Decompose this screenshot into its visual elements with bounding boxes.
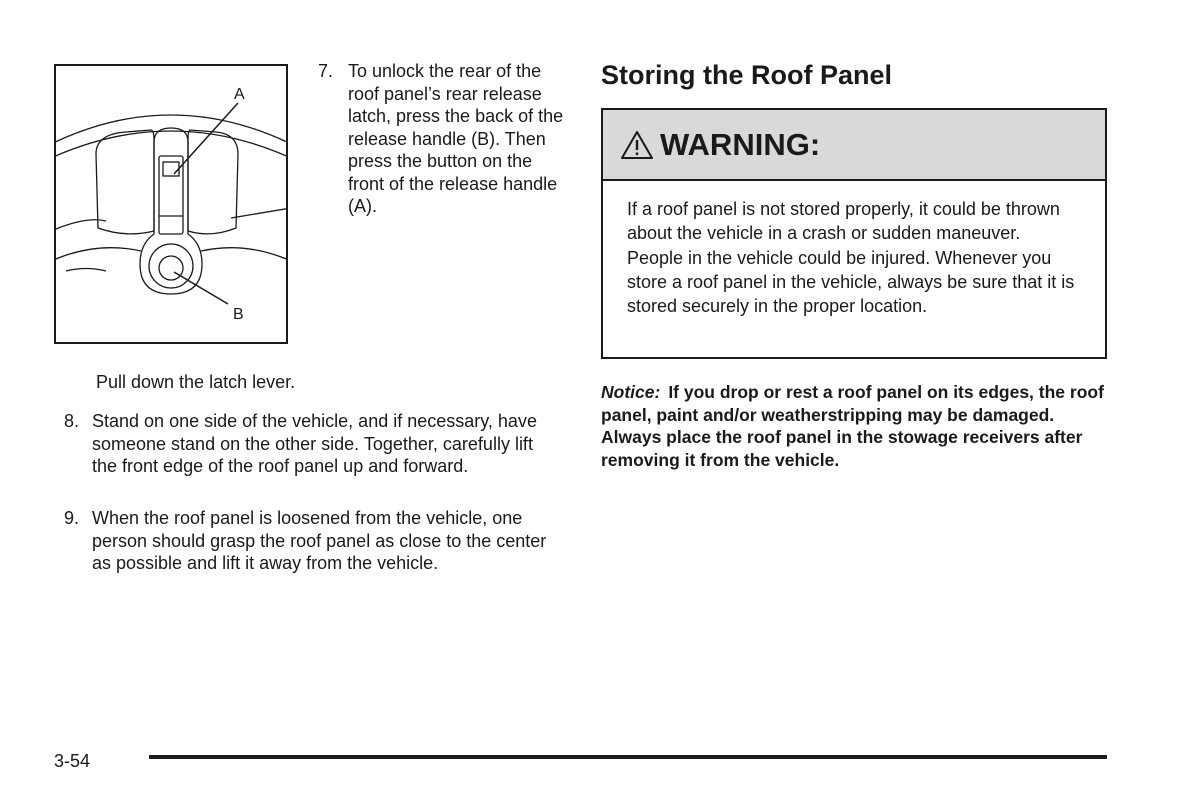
step-text: To unlock the rear of the roof panel’s rear release latch, press the back of the release handle (B). Then press the button on the front of the release handle (A).	[348, 61, 564, 216]
latch-diagram	[56, 66, 286, 342]
roof-contour-inner	[56, 131, 286, 158]
handle-cover-left	[96, 130, 154, 234]
step-8	[64, 410, 564, 502]
pull-note: Pull down the latch lever.	[96, 372, 296, 392]
step-9	[64, 507, 564, 599]
notice-text: If you drop or rest a roof panel on its edges, the roof panel, paint and/or weatherstripping may be damaged. Always place the roof panel in the stowage receivers after removing it from the vehicle.	[601, 382, 1104, 470]
footer-rule	[149, 755, 1107, 759]
warning-text: If a roof panel is not stored properly, it could be thrown about the vehicle in a crash or sudden maneuver. People in the vehicle could be injured. Whenever you store a roof panel in the vehicle, always be sure that it is stored securely in the proper location.	[627, 199, 1075, 317]
step-number: 9.	[64, 508, 80, 528]
section-title: Storing the Roof Panel	[601, 60, 893, 90]
warning-box	[601, 108, 1107, 359]
step-text: When the roof panel is loosened from the vehicle, one person should grasp the roof panel as close to the center as possible and lift it away from the vehicle.	[92, 508, 547, 573]
step-number: 8.	[64, 411, 80, 431]
warning-header	[603, 110, 1105, 181]
release-paddle	[149, 244, 193, 288]
page-number: 3-54	[54, 751, 91, 771]
warning-triangle-icon	[620, 130, 654, 160]
roof-contour-outer	[56, 115, 286, 144]
latch-illustration	[54, 64, 288, 344]
handle-cover-right	[188, 130, 238, 234]
notice-paragraph	[601, 381, 1111, 471]
callout-a-leader	[174, 103, 238, 174]
callout-a-label: A	[234, 86, 245, 103]
callout-b-label: B	[233, 306, 244, 323]
step-number: 7.	[318, 61, 334, 81]
warning-label: WARNING:	[660, 126, 821, 162]
step-text: Stand on one side of the vehicle, and if necessary, have someone stand on the other side. Together, carefully lift the front edge of the roof panel up and forward.	[92, 411, 537, 476]
notice-label: Notice:	[601, 382, 661, 402]
callout-b-leader	[174, 272, 228, 304]
